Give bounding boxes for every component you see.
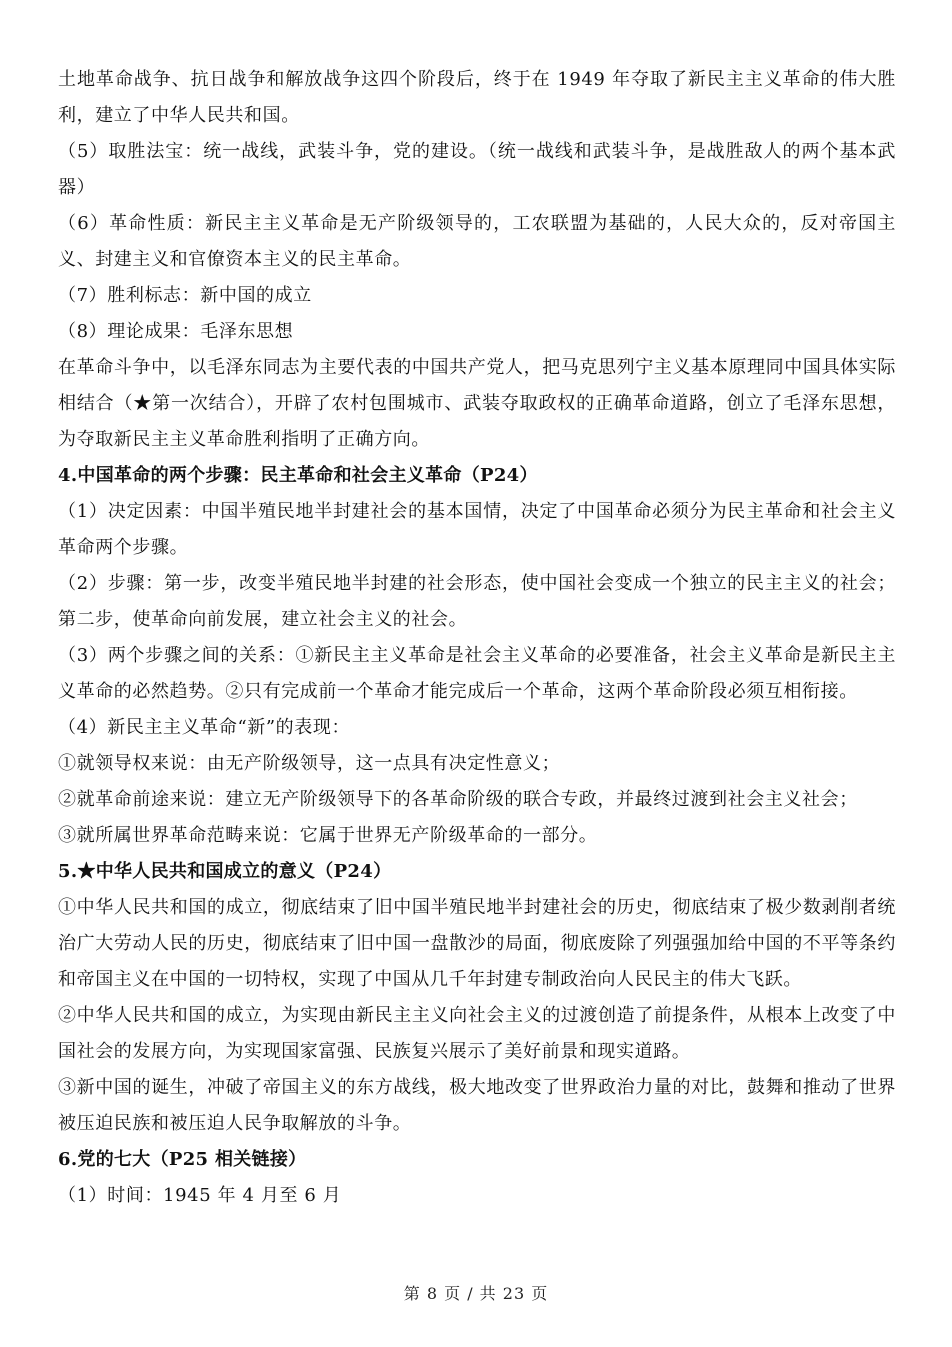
paragraph-new-features: （4）新民主主义革命“新”的表现：: [58, 717, 351, 738]
list-item-future: ②就革命前途来说：建立无产阶级领导下的各革命阶级的联合专政，并最终过渡到社会主义社会；: [58, 789, 858, 810]
paragraph-steps-relation: （3）两个步骤之间的关系：①新民主主义革命是社会主义革命的必要准备，社会主义革命是新民主主义革命的必然趋势。②只有完成前一个革命才能完成后一个革命，这两个革命阶段必须互相衔接。: [58, 645, 896, 702]
paragraph-decisive-factor: （1）决定因素：中国半殖民地半封建社会的基本国情，决定了中国革命必须分为民主革命和社会主义革命两个步骤。: [58, 501, 896, 558]
paragraph-mao-thought: 在革命斗争中，以毛泽东同志为主要代表的中国共产党人，把马克思列宁主义基本原理同中国具体实际相结合（★第一次结合），开辟了农村包围城市、武装夺取政权的正确革命道路，创立了毛泽东思想，为夺取新民主主义革命胜利指明了正确方向。: [58, 357, 896, 450]
paragraph-revolution-nature: （6）革命性质：新民主主义革命是无产阶级领导的，工农联盟为基础的，人民大众的，反对帝国主义、封建主义和官僚资本主义的民主革命。: [58, 213, 896, 270]
list-item-leadership: ①就领导权来说：由无产阶级领导，这一点具有决定性意义；: [58, 753, 561, 774]
paragraph-steps: （2）步骤：第一步，改变半殖民地半封建的社会形态，使中国社会变成一个独立的民主主义的社会；第二步，使革命向前发展，建立社会主义的社会。: [58, 573, 896, 630]
paragraph-revolution-stages: 土地革命战争、抗日战争和解放战争这四个阶段后，终于在 1949 年夺取了新民主主义革命的伟大胜利，建立了中华人民共和国。: [58, 69, 896, 126]
paragraph-magic-weapons: （5）取胜法宝：统一战线，武装斗争，党的建设。（统一战线和武装斗争，是战胜敌人的两个基本武器）: [58, 141, 896, 198]
page-number-footer: 第 8 页 / 共 23 页: [403, 1284, 549, 1303]
list-item-world-revolution: ③就所属世界革命范畴来说：它属于世界无产阶级革命的一部分。: [58, 825, 598, 846]
section-heading-4: 4.中国革命的两个步骤：民主革命和社会主义革命（P24）: [58, 465, 538, 486]
paragraph-significance-1: ①中华人民共和国的成立，彻底结束了旧中国半殖民地半封建社会的历史，彻底结束了极少数剥削者统治广大劳动人民的历史，彻底结束了旧中国一盘散沙的局面，彻底废除了列强强加给中国的不平等条约和帝国主义在中国的一切特权，实现了中国从几千年封建专制政治向人民民主的伟大飞跃。: [58, 897, 896, 990]
paragraph-seventh-congress-time: （1）时间：1945 年 4 月至 6 月: [58, 1185, 342, 1206]
paragraph-theory-result: （8）理论成果：毛泽东思想: [58, 321, 294, 342]
paragraph-significance-2: ②中华人民共和国的成立，为实现由新民主主义向社会主义的过渡创造了前提条件，从根本上改变了中国社会的发展方向，为实现国家富强、民族复兴展示了美好前景和现实道路。: [58, 1005, 896, 1062]
paragraph-victory-sign: （7）胜利标志：新中国的成立: [58, 285, 312, 306]
document-page: [58, 62, 896, 1214]
section-heading-6: 6.党的七大（P25 相关链接）: [58, 1149, 307, 1170]
section-heading-5: 5.★中华人民共和国成立的意义（P24）: [58, 861, 392, 882]
paragraph-significance-3: ③新中国的诞生，冲破了帝国主义的东方战线，极大地改变了世界政治力量的对比，鼓舞和推动了世界被压迫民族和被压迫人民争取解放的斗争。: [58, 1077, 896, 1134]
